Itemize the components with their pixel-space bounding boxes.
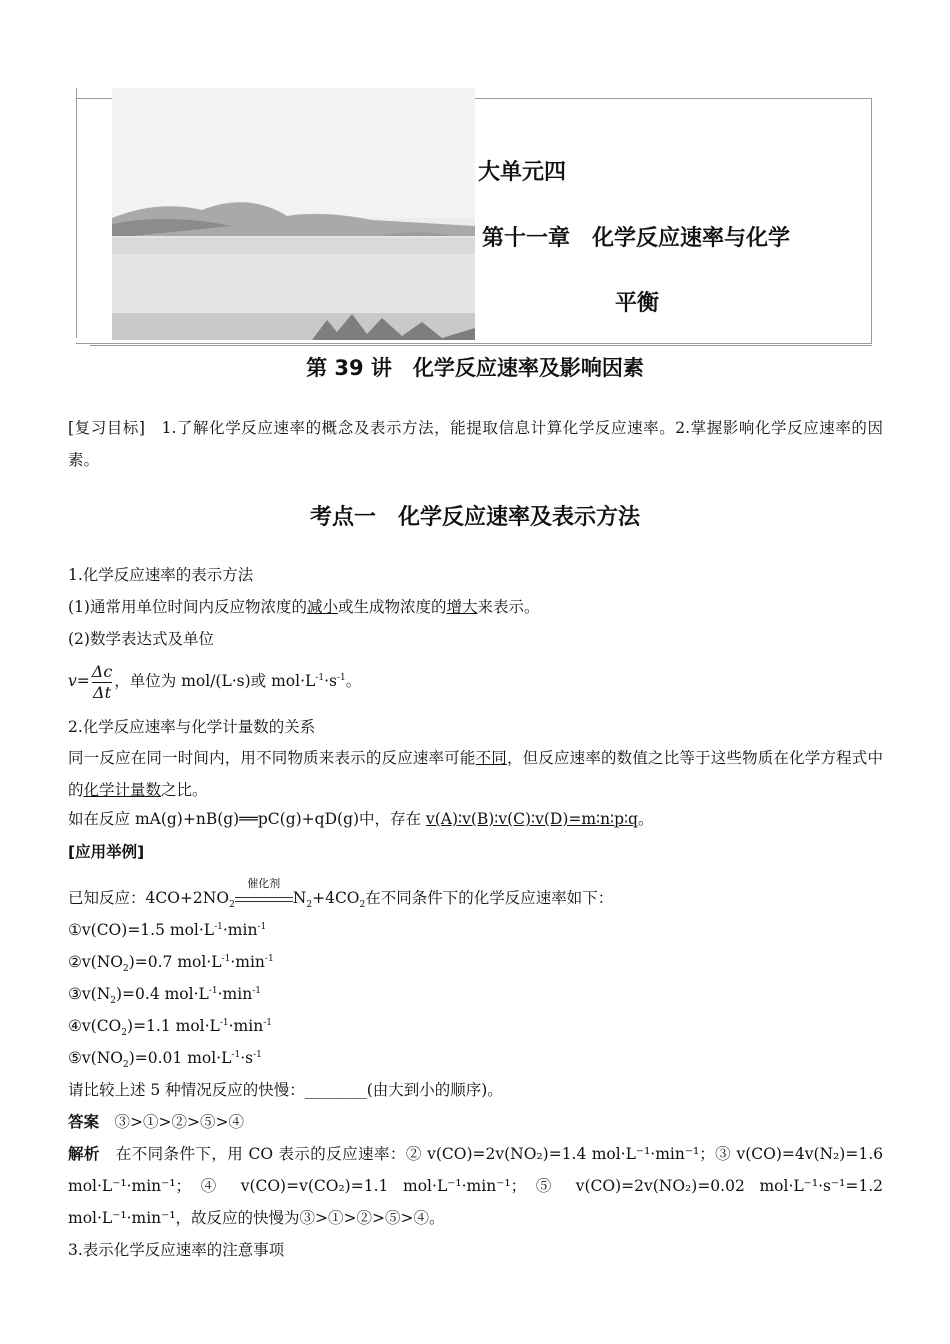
heading-2: 2.化学反应速率与化学计量数的关系	[68, 718, 316, 736]
text: +4CO	[312, 889, 360, 907]
text: 来表示。	[477, 598, 540, 616]
text: 。	[637, 810, 654, 828]
paragraph-4	[68, 807, 654, 831]
answer-blank: 化学计量数	[83, 781, 162, 799]
fraction-numerator: Δc	[91, 661, 113, 681]
text: ，单位为 mol/(L·s)或 mol·L	[114, 672, 316, 690]
text: )=0.01 mol·L	[128, 1049, 232, 1067]
text: 中，存在	[359, 810, 426, 828]
text: ·min	[217, 985, 253, 1003]
text: ·s	[324, 672, 337, 690]
paragraph-3	[68, 742, 883, 806]
superscript: -1	[257, 921, 267, 932]
answer-label: 答案	[68, 1113, 100, 1131]
superscript: -1	[264, 953, 274, 964]
review-goals	[68, 412, 883, 476]
text: ④v(CO	[68, 1017, 122, 1035]
question: 请比较上述 5 种情况反应的快慢：________(由大到小的顺序)。	[68, 1081, 503, 1099]
text: )=0.4 mol·L	[116, 985, 209, 1003]
superscript: -1	[337, 672, 346, 683]
unit-title: 大单元四	[478, 160, 567, 185]
text: )=1.1 mol·L	[127, 1017, 220, 1035]
text: 之比。	[161, 781, 208, 799]
list-item	[68, 982, 261, 1006]
text: ⑤v(NO	[68, 1049, 123, 1067]
analysis	[68, 1138, 883, 1234]
answer	[68, 1110, 244, 1134]
superscript: -1	[263, 1017, 272, 1028]
example-reaction	[68, 877, 614, 911]
answer-blank: 增大	[446, 598, 478, 616]
list-item	[68, 950, 274, 974]
formula-equals: =	[76, 672, 90, 690]
paragraph-2: (2)数学表达式及单位	[68, 630, 214, 648]
text: ，但反应速率的数值之比等于这些物质在化学方程式中的	[68, 749, 883, 799]
superscript: -1	[214, 921, 223, 932]
subscript: 2	[359, 900, 366, 911]
catalyst-label: 催化剂	[247, 877, 281, 890]
superscript: -1	[231, 1049, 241, 1060]
superscript: -1	[252, 985, 261, 996]
superscript: -1	[315, 672, 325, 683]
text: ③v(N	[68, 985, 111, 1003]
subscript: 2	[110, 996, 116, 1007]
list-item	[68, 918, 266, 942]
text: 在不同条件下的化学反应速率如下：	[365, 889, 614, 907]
review-goals-text: 1.了解化学反应速率的概念及表示方法，能提取信息计算化学反应速率。2.掌握影响化学反应速率的因素。	[68, 419, 883, 469]
answer-blank: 减小	[306, 598, 338, 616]
subscript: 2	[122, 964, 129, 975]
rate-formula	[68, 660, 361, 703]
answer-text: ③>①>②>⑤>④	[99, 1113, 244, 1131]
text: ·s	[240, 1049, 254, 1067]
formula-fraction	[92, 662, 113, 703]
heading-3: 3.表示化学反应速率的注意事项	[68, 1241, 285, 1259]
answer-blank: v(A)∶v(B)∶v(C)∶v(D)=m∶n∶p∶q	[425, 810, 638, 828]
chapter-title-continued: 平衡	[615, 291, 660, 316]
text: 如在反应	[68, 810, 135, 828]
superscript: -1	[219, 1017, 229, 1028]
subscript: 2	[306, 900, 313, 911]
subscript: 2	[229, 900, 235, 911]
review-goals-label: [复习目标]	[68, 419, 145, 437]
chapter-title: 第十一章 化学反应速率与化学	[482, 226, 791, 251]
fraction-denominator: Δt	[93, 682, 112, 702]
formula-symbol: v	[68, 672, 77, 690]
text: )=0.7 mol·L	[128, 953, 222, 971]
reaction-equation: mA(g)+nB(g)══pC(g)+qD(g)	[134, 810, 360, 828]
superscript: -1	[253, 1049, 262, 1060]
lake-mountain-image	[112, 88, 475, 340]
text: (1)通常用单位时间内反应物浓度的	[68, 598, 307, 616]
text: 已知反应：4CO+2NO	[68, 889, 230, 907]
text: N	[292, 889, 307, 907]
text: ·min	[222, 921, 258, 939]
section-title: 考点一 化学反应速率及表示方法	[309, 505, 640, 530]
subscript: 2	[122, 1060, 129, 1071]
superscript: -1	[221, 953, 231, 964]
example-label: [应用举例]	[68, 843, 145, 861]
text: 或生成物浓度的	[337, 598, 447, 616]
heading-1: 1.化学反应速率的表示方法	[68, 566, 254, 584]
text: 同一反应在同一时间内，用不同物质来表示的反应速率可能	[68, 749, 476, 767]
paragraph-1	[68, 595, 540, 619]
text: ·min	[228, 1017, 264, 1035]
superscript: -1	[208, 985, 218, 996]
catalyst-arrow	[235, 877, 293, 906]
analysis-text: 在不同条件下，用 CO 表示的反应速率：② v(CO)=2v(NO₂)=1.4 mol·L⁻¹·min⁻¹；③ v(CO)=4v(N₂)=1.6 mol·L⁻¹·min⁻¹；④ v(CO)=v(CO₂)=1.1 mol·L⁻¹·min⁻¹；⑤ v(CO)=2v(NO₂)=0.02 mol·L⁻¹·s⁻¹=1.2 mol·L⁻¹·min⁻¹，故反应的快慢为③>①>②>⑤>④。	[68, 1145, 883, 1227]
banner-bottom-rule	[90, 345, 872, 346]
list-item	[68, 1046, 262, 1070]
lecture-title: 第 39 讲 化学反应速率及影响因素	[306, 356, 644, 380]
subscript: 2	[121, 1028, 128, 1039]
analysis-label: 解析	[68, 1145, 100, 1163]
text: ①v(CO)=1.5 mol·L	[68, 921, 215, 939]
text: ②v(NO	[68, 953, 123, 971]
list-item	[68, 1014, 272, 1038]
text: ·min	[230, 953, 265, 971]
answer-blank: 不同	[475, 749, 507, 767]
text: 。	[345, 672, 362, 690]
